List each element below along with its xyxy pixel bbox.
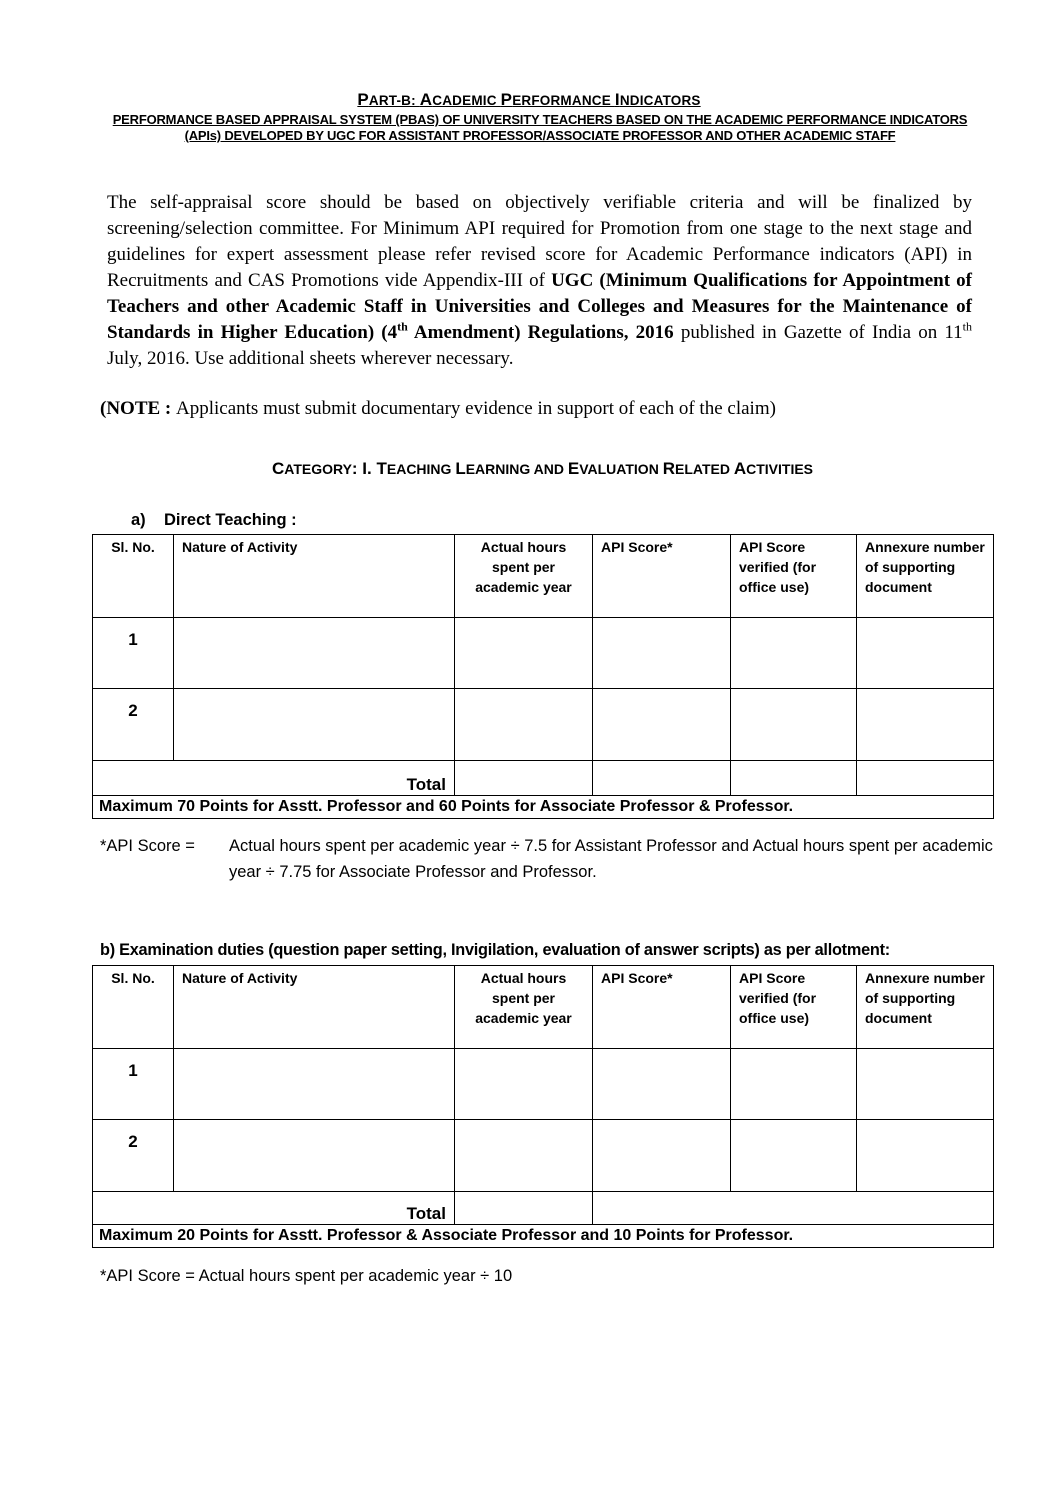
header-actual-hours: Actual hours spent per academic year [455, 535, 593, 618]
direct-teaching-table [92, 534, 994, 819]
header-annexure: Annexure number of supporting document [857, 535, 994, 618]
nature-input-cell[interactable] [174, 1120, 455, 1192]
max-points-row [93, 796, 994, 819]
header-actual-hours: Actual hours spent per academic year [455, 966, 593, 1049]
total-row [93, 1192, 994, 1225]
table-row [93, 618, 994, 689]
api-score-input-cell[interactable] [593, 1120, 731, 1192]
api-score-input-cell[interactable] [593, 689, 731, 761]
page-subtitle: PERFORMANCE BASED APPRAISAL SYSTEM (PBAS) OF UNIVERSITY TEACHERS BASED ON THE ACADEMIC PERFORMANCE INDICATORS (APIs) DEVELOPED BY UGC FOR ASSISTANT PROFESSOR/ASSOCIATE PROFESSOR AND OTHER ACADEMIC STAFF [112, 112, 968, 143]
total-annexure-cell[interactable] [857, 761, 994, 796]
page-title: PART-B: ACADEMIC PERFORMANCE INDICATORS [357, 90, 701, 109]
table-row [93, 1120, 994, 1192]
header-nature-of-activity: Nature of Activity [174, 535, 455, 618]
examination-duties-table [92, 965, 994, 1248]
nature-input-cell[interactable] [174, 1049, 455, 1120]
section-b-heading: b) Examination duties (question paper setting, Invigilation, evaluation of answer scripts) as per allotment: [100, 941, 890, 959]
api-score-formula-b: *API Score = Actual hours spent per academic year ÷ 10 [100, 1267, 513, 1285]
total-api-cell[interactable] [593, 761, 731, 796]
total-api-cell[interactable] [593, 1192, 994, 1225]
hours-input-cell[interactable] [455, 618, 593, 689]
max-points-row [93, 1225, 994, 1248]
max-points-note: Maximum 20 Points for Asstt. Professor & Associate Professor and 10 Points for Professor. [93, 1225, 994, 1248]
header-api-score: API Score* [593, 535, 731, 618]
table-row [93, 1049, 994, 1120]
row-number: 1 [93, 618, 174, 689]
total-hours-cell[interactable] [455, 1192, 593, 1225]
api-verified-input-cell[interactable] [731, 1120, 857, 1192]
row-number: 2 [93, 1120, 174, 1192]
api-verified-input-cell[interactable] [731, 689, 857, 761]
max-points-note: Maximum 70 Points for Asstt. Professor and 60 Points for Associate Professor & Professor. [93, 796, 994, 819]
header-sl-no: Sl. No. [93, 966, 174, 1049]
header-nature-of-activity: Nature of Activity [174, 966, 455, 1049]
api-verified-input-cell[interactable] [731, 1049, 857, 1120]
category-heading: CATEGORY: I. TEACHING LEARNING AND EVALUATION RELATED ACTIVITIES [271, 459, 814, 478]
header-api-verified: API Score verified (for office use) [731, 966, 857, 1049]
total-hours-cell[interactable] [455, 761, 593, 796]
annexure-input-cell[interactable] [857, 618, 994, 689]
api-score-input-cell[interactable] [593, 1049, 731, 1120]
row-number: 2 [93, 689, 174, 761]
table-header-row [93, 535, 994, 618]
total-row [93, 761, 994, 796]
hours-input-cell[interactable] [455, 689, 593, 761]
api-verified-input-cell[interactable] [731, 618, 857, 689]
annexure-input-cell[interactable] [857, 1049, 994, 1120]
api-formula-label: *API Score = [100, 837, 195, 855]
header-api-verified: API Score verified (for office use) [731, 535, 857, 618]
nature-input-cell[interactable] [174, 618, 455, 689]
hours-input-cell[interactable] [455, 1120, 593, 1192]
note-text: (NOTE : Applicants must submit documentary evidence in support of each of the claim) [100, 398, 776, 419]
row-number: 1 [93, 1049, 174, 1120]
header-annexure: Annexure number of supporting document [857, 966, 994, 1049]
total-label: Total [93, 761, 455, 796]
api-score-input-cell[interactable] [593, 618, 731, 689]
api-formula-text: Actual hours spent per academic year ÷ 7.5 for Assistant Professor and Actual hours spent per academic year ÷ 7.75 for Associate Professor and Professor. [229, 837, 993, 881]
header-sl-no: Sl. No. [93, 535, 174, 618]
total-label: Total [93, 1192, 455, 1225]
table-header-row [93, 966, 994, 1049]
hours-input-cell[interactable] [455, 1049, 593, 1120]
nature-input-cell[interactable] [174, 689, 455, 761]
annexure-input-cell[interactable] [857, 1120, 994, 1192]
section-a-heading: a) Direct Teaching : [131, 511, 297, 529]
intro-paragraph: The self-appraisal score should be based on objectively verifiable criteria and will be finalized by screening/selection committee. For Minimum API required for Promotion from one stage to the next stage and guidelines for expert assessment please refer revised score for Academic Performance indicators (API) in Recruitments and CAS Promotions vide Appendix-III of UGC (Minimum Qualifications for Appointment of Teachers and other Academic Staff in Universities and Colleges and Measures for the Maintenance of Standards in Higher Education) (4th Amendment) Regulations, 2016 published in Gazette of India on 11th July, 2016. Use additional sheets wherever necessary. [107, 192, 972, 369]
header-api-score: API Score* [593, 966, 731, 1049]
annexure-input-cell[interactable] [857, 689, 994, 761]
total-verified-cell[interactable] [731, 761, 857, 796]
table-row [93, 689, 994, 761]
